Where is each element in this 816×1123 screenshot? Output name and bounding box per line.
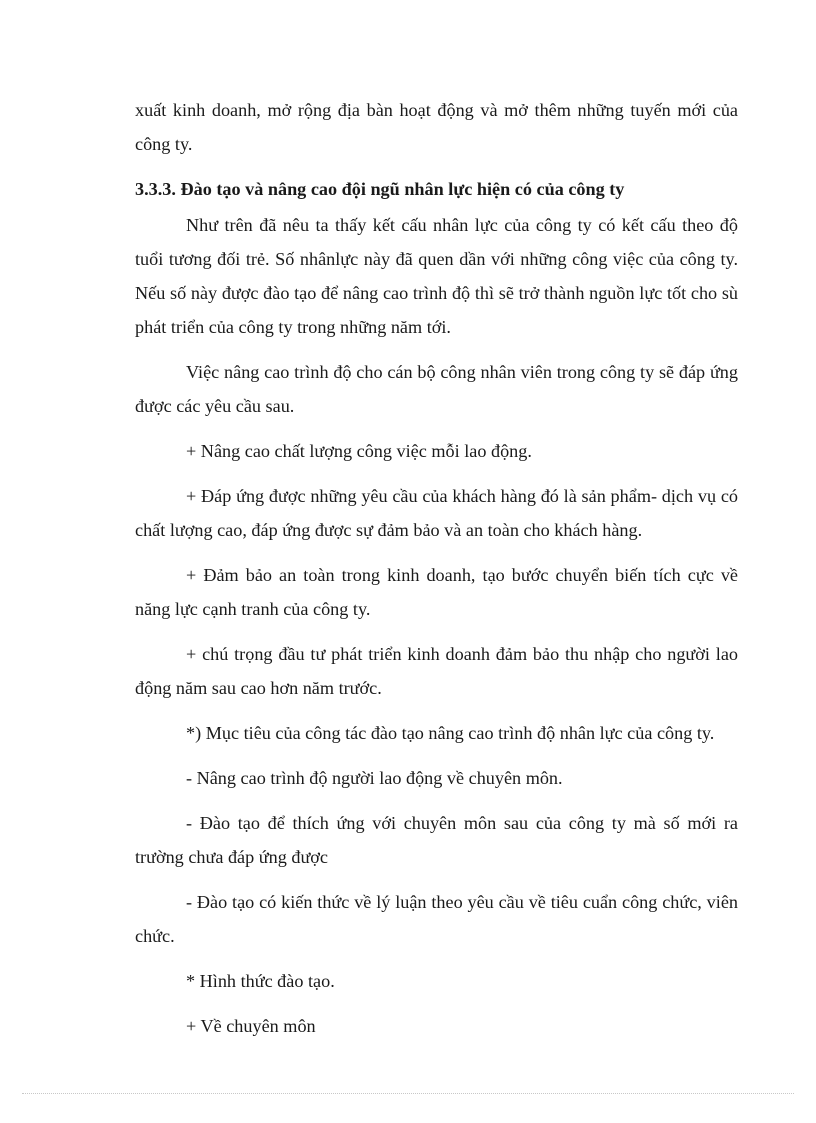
list-item-goal-theory: - Đào tạo có kiến thức về lý luận theo yêu cầu về tiêu cuẩn công chức, viên chức.	[135, 892, 738, 946]
document-body	[135, 93, 738, 1054]
list-item-goal-skills: - Nâng cao trình độ người lao động về chuyên môn.	[186, 768, 563, 788]
page-bottom-divider	[22, 1093, 794, 1094]
paragraph-workforce-structure: Như trên đã nêu ta thấy kết cấu nhân lực của công ty có kết cấu theo độ tuổi tương đối trẻ. Số nhânlực này đã quen dần với những công việc của công ty. Nếu số này được đào tạo để nâng cao trình độ thì sẽ trở thành nguồn lực tốt cho sù phát triển của công ty trong những năm tới.	[135, 215, 738, 337]
paragraph-training-goals: *) Mục tiêu của công tác đào tạo nâng cao trình độ nhân lực của công ty.	[186, 723, 715, 743]
paragraph-requirements-intro: Việc nâng cao trình độ cho cán bộ công nhân viên trong công ty sẽ đáp ứng được các yêu cầu sau.	[135, 362, 738, 416]
list-item-customer-needs: + Đáp ứng được những yêu cầu của khách hàng đó là sản phẩm- dịch vụ có chất lượng cao, đáp ứng được sự đảm bảo và an toàn cho khách hàng.	[135, 486, 738, 540]
paragraph-continuation: xuất kinh doanh, mở rộng địa bàn hoạt động và mở thêm những tuyến mới của công ty.	[135, 100, 738, 154]
list-item-specialty: + Về chuyên môn	[186, 1016, 316, 1036]
section-heading: 3.3.3. Đào tạo và nâng cao đội ngũ nhân lực hiện có của công ty	[135, 179, 625, 199]
list-item-goal-adaptation: - Đào tạo để thích ứng với chuyên môn sau của công ty mà số mới ra trường chưa đáp ứng được	[135, 813, 738, 867]
list-item-work-quality: + Nâng cao chất lượng công việc mỗi lao động.	[186, 441, 532, 461]
paragraph-training-forms: * Hình thức đào tạo.	[186, 971, 335, 991]
list-item-investment: + chú trọng đầu tư phát triển kinh doanh đảm bảo thu nhập cho người lao động năm sau cao hơn năm trước.	[135, 644, 738, 698]
list-item-business-safety: + Đảm bảo an toàn trong kinh doanh, tạo bước chuyển biến tích cực về năng lực cạnh tranh của công ty.	[135, 565, 738, 619]
